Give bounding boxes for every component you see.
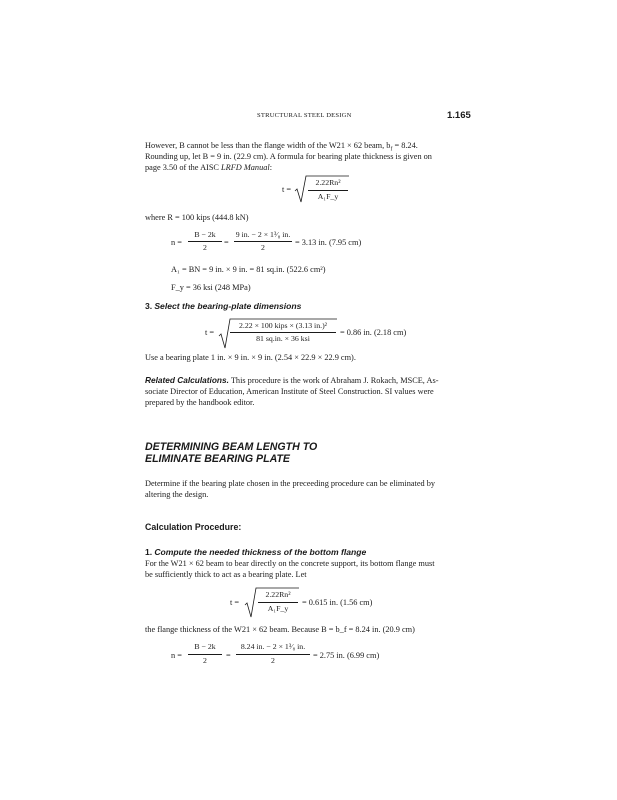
- equation-lhs: n =: [171, 238, 182, 247]
- fraction-bar: [234, 241, 292, 242]
- equation-numerator: 2.22Rn²: [265, 590, 291, 599]
- step-heading: 1. Compute the needed thickness of the bottom flange: [145, 547, 367, 557]
- paragraph-line: altering the design.: [145, 490, 209, 499]
- equation-lhs: t =: [205, 328, 215, 337]
- paragraph-line: Use a bearing plate 1 in. × 9 in. × 9 in. (2.54 × 22.9 × 22.9 cm).: [145, 353, 356, 362]
- paragraph-line: Related Calculations. This procedure is the work of Abraham J. Rokach, MSCE, As-: [145, 375, 439, 385]
- equals-sign: =: [224, 238, 229, 247]
- fraction-bar: [230, 332, 336, 333]
- equation-numerator: B − 2k: [194, 642, 216, 651]
- fraction-bar: [188, 241, 222, 242]
- paragraph-line: page 3.50 of the AISC LRFD Manual:: [145, 163, 272, 172]
- equation-denominator: A₁F_y: [317, 192, 339, 201]
- paragraph-line: the flange thickness of the W21 × 62 beam. Because B = b_f = 8.24 in. (20.9 cm): [145, 625, 415, 634]
- equation-result: = 3.13 in. (7.95 cm): [295, 238, 362, 247]
- equation-numerator: 8.24 in. − 2 × 1³⁄₈ in.: [240, 642, 306, 651]
- equation-result: = 2.75 in. (6.99 cm): [313, 651, 380, 660]
- equation-denominator: 2: [271, 656, 275, 665]
- equation-denominator: A₁F_y: [267, 604, 289, 613]
- step-heading: 3. Select the bearing-plate dimensions: [145, 301, 302, 311]
- section-title: ELIMINATE BEARING PLATE: [145, 453, 290, 465]
- equation-numerator: 2.22 × 100 kips × (3.13 in.)²: [238, 321, 328, 330]
- equation-denominator: 2: [203, 243, 207, 252]
- equation-lhs: n =: [171, 651, 182, 660]
- paragraph-line: However, B cannot be less than the flange width of the W21 × 62 beam, $b_f = 8.24$.: [145, 141, 418, 153]
- equation-numerator: B − 2k: [194, 230, 216, 239]
- manual-title: LRFD Manual: [221, 163, 270, 172]
- paragraph-line: Rounding up, let B = 9 in. (22.9 cm). A formula for bearing plate thickness is given on: [145, 152, 432, 161]
- page-number: 1.165: [447, 110, 471, 121]
- paragraph-line: Determine if the bearing plate chosen in the preceeding procedure can be eliminated by: [145, 479, 436, 488]
- equation-result: = 0.86 in. (2.18 cm): [340, 328, 407, 337]
- related-calculations-label: Related Calculations.: [145, 375, 229, 385]
- equation-denominator: 2: [203, 656, 207, 665]
- equation-denominator: 81 sq.in. × 36 ksi: [256, 334, 310, 343]
- paragraph-line: be sufficiently thick to act as a bearing plate. Let: [145, 570, 307, 579]
- section-title: DETERMINING BEAM LENGTH TO: [145, 441, 318, 453]
- equation-denominator: 2: [261, 243, 265, 252]
- fraction-bar: [258, 602, 298, 603]
- running-header-title: STRUCTURAL STEEL DESIGN: [257, 112, 352, 119]
- calculation-procedure-heading: Calculation Procedure:: [145, 522, 242, 532]
- equation-numerator: 2.22Rn²: [315, 178, 341, 187]
- fraction-bar: [308, 190, 348, 191]
- where-line: where R = 100 kips (444.8 kN): [145, 213, 249, 222]
- paragraph-line: For the W21 × 62 beam to bear directly on the concrete support, its bottom flange must: [145, 559, 435, 568]
- equation-lhs: t =: [230, 598, 240, 607]
- equation-line: F_y = 36 ksi (248 MPa): [171, 283, 251, 292]
- fraction-bar: [188, 654, 222, 655]
- equation-result: = 0.615 in. (1.56 cm): [302, 598, 373, 607]
- equation-lhs: t =: [282, 185, 292, 194]
- paragraph-line: prepared by the handbook editor.: [145, 398, 255, 407]
- equation-line: A₁ = BN = 9 in. × 9 in. = 81 sq.in. (522.6 cm²): [171, 265, 326, 274]
- fraction-bar: [236, 654, 310, 655]
- equation-numerator: 9 in. − 2 × 1³⁄₈ in.: [235, 230, 291, 239]
- paragraph-line: sociate Director of Education, American Institute of Steel Construction. SI values were: [145, 387, 434, 396]
- equals-sign: =: [226, 651, 231, 660]
